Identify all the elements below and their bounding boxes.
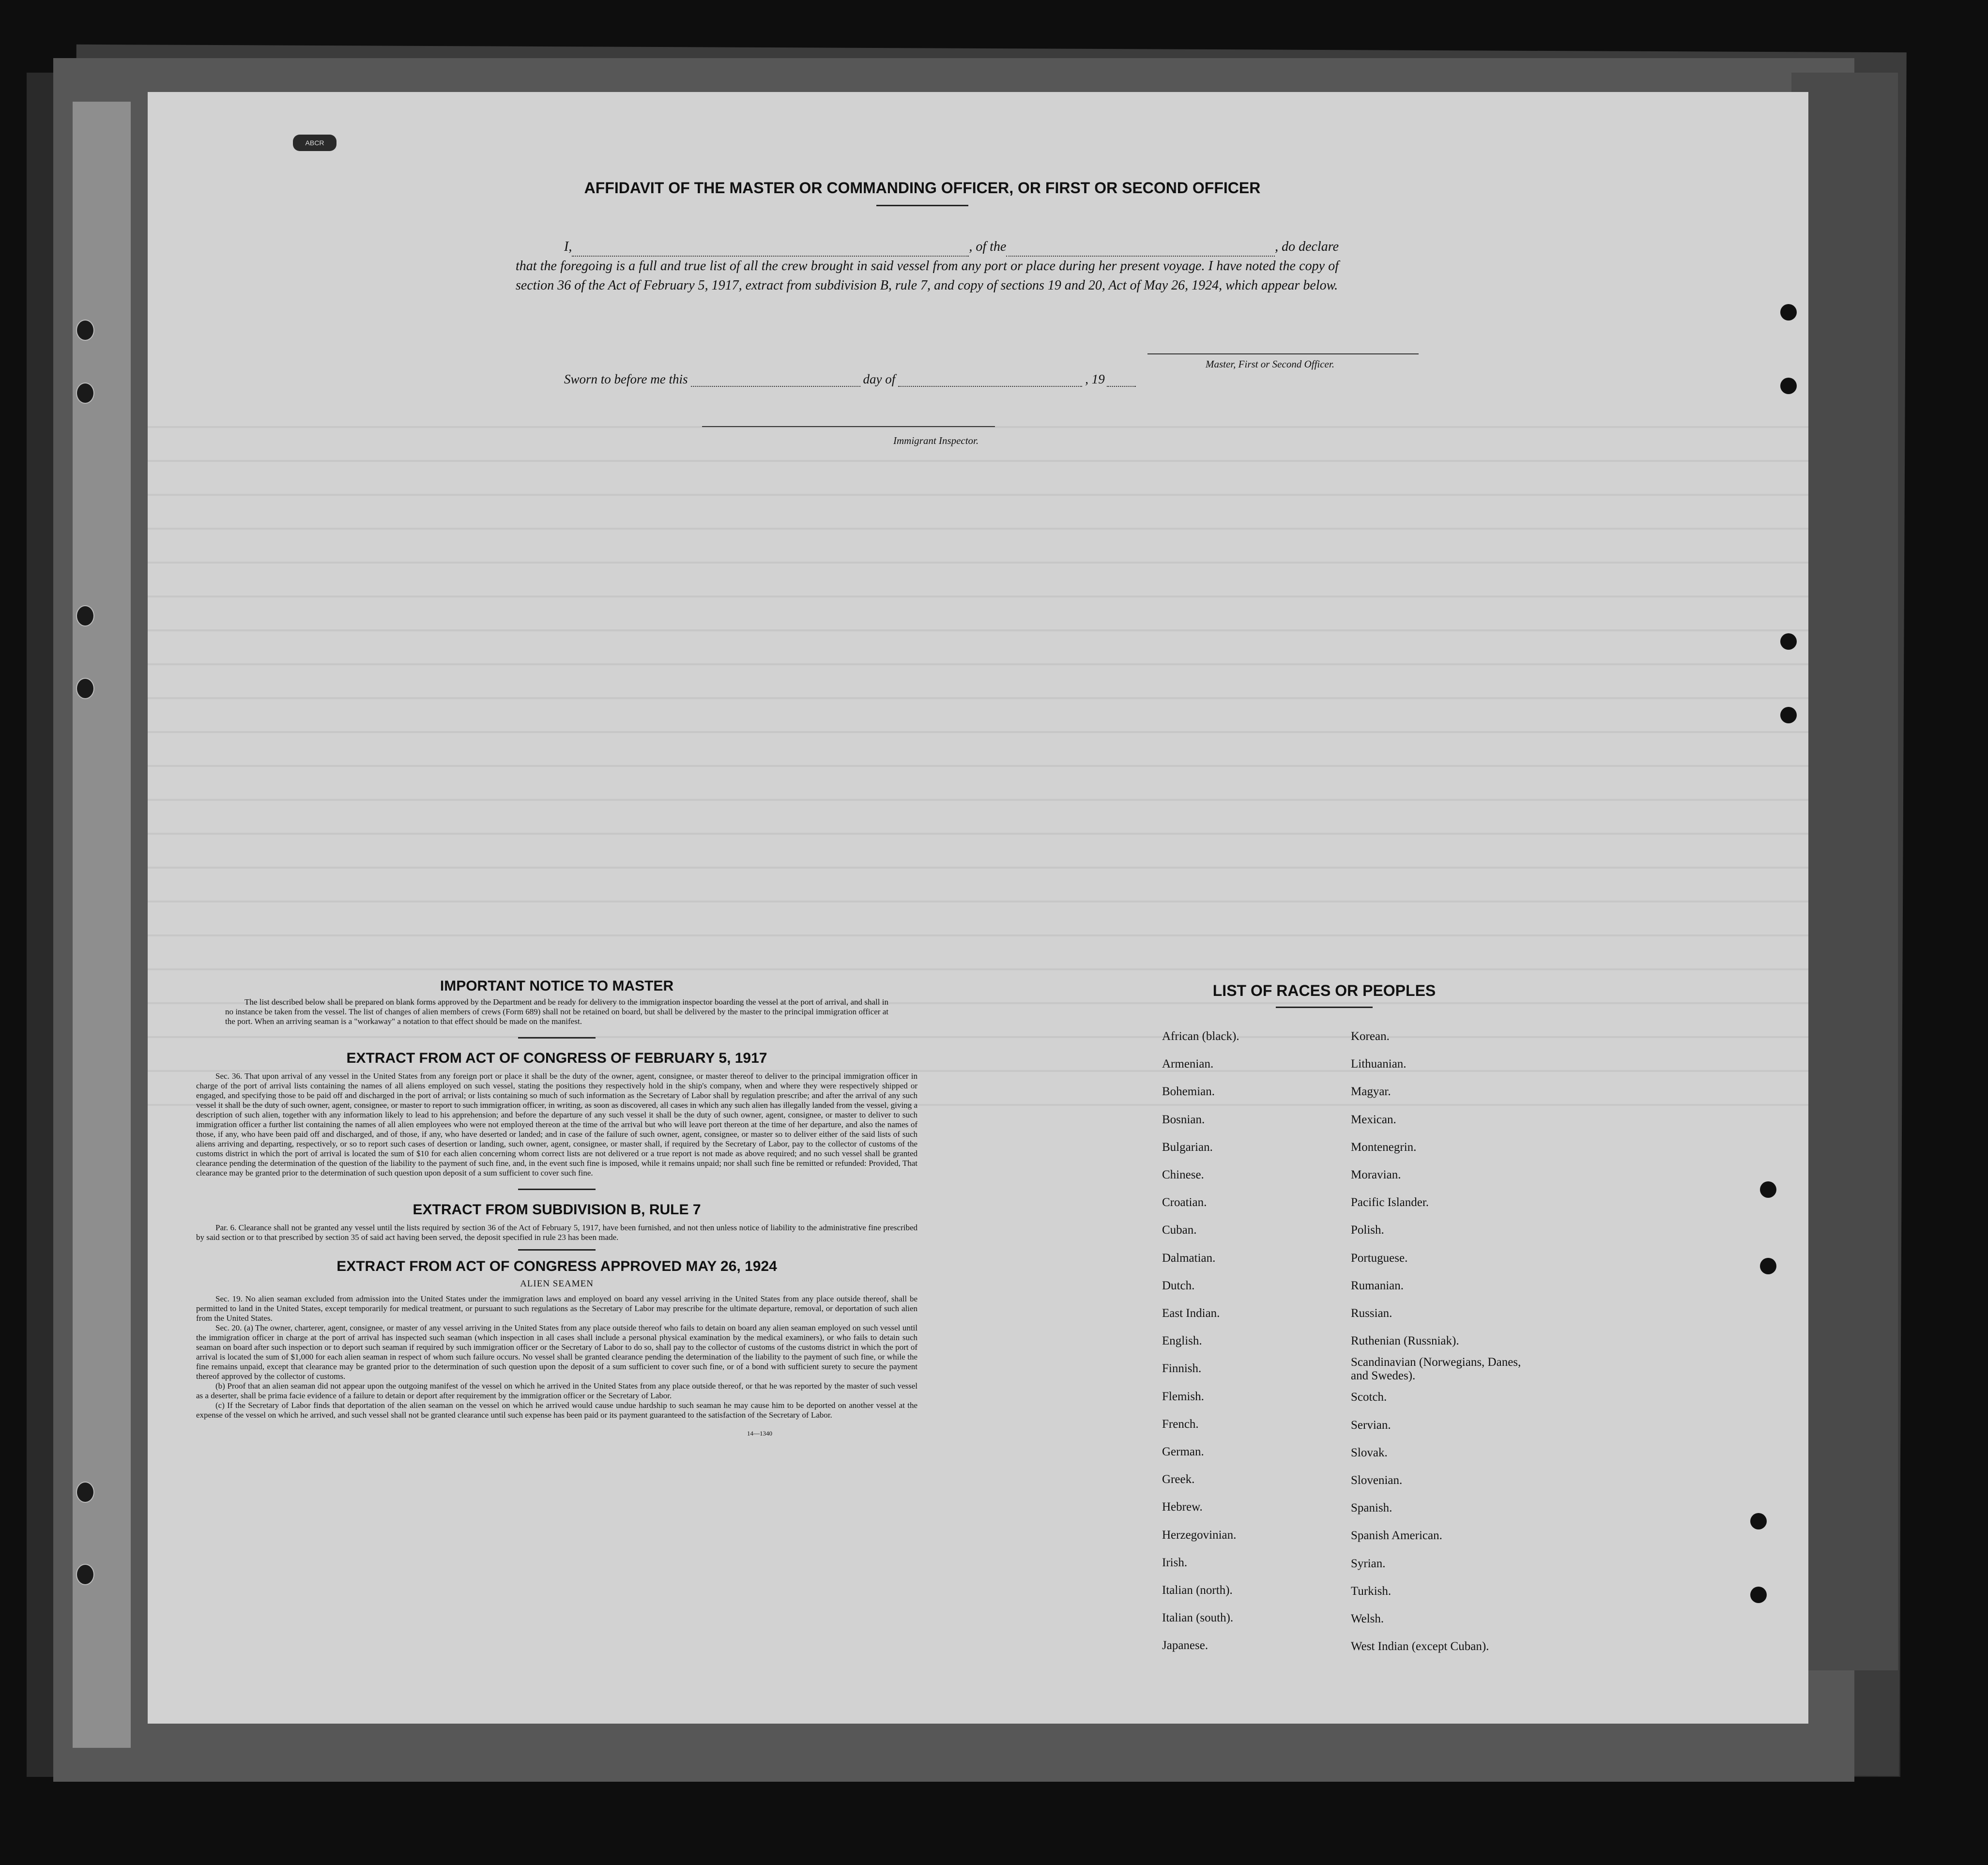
rule7-title: EXTRACT FROM SUBDIVISION B, RULE 7 [413,1202,701,1218]
master-signature-label: Master, First or Second Officer. [1206,358,1334,370]
race-item: Dutch. [1162,1279,1195,1292]
race-item: Flemish. [1162,1390,1204,1403]
race-item: Lithuanian. [1351,1057,1407,1071]
notice-title: IMPORTANT NOTICE TO MASTER [440,978,674,994]
affidavit-text: that the foregoing is a full and true list of all the crew brought in said vessel from any port or place during her present voyage. I have noted the copy of section 36 of the Act of February 5, 1917, extract from subdivision B, rule 7, and copy of sections 19 and 20, Act of May 26, 1924, which appear below. [516,259,1339,293]
divider [518,1249,596,1251]
race-item: French. [1162,1417,1199,1431]
extract-1924-title: EXTRACT FROM ACT OF CONGRESS APPROVED MAY 26, 1924 [336,1258,777,1274]
binding-hole [76,382,94,404]
race-item: Russian. [1351,1307,1392,1320]
extract-1924-subtitle: ALIEN SEAMEN [520,1279,594,1289]
declare-suffix: , do declare [1275,239,1339,254]
extract-1917-title: EXTRACT FROM ACT OF CONGRESS OF FEBRUARY 5, 1917 [346,1050,767,1066]
vessel-prefix: , of the [969,239,1007,254]
race-item: Greek. [1162,1473,1195,1486]
race-item: Moravian. [1351,1168,1401,1182]
sec20a-text: Sec. 20. (a) The owner, charterer, agent, consignee, or master of any vessel arriving in the United States from any place outside thereof who fails to detain on board any alien seaman employed on such vessel until the immigration officer in charge at the port of arrival has inspected such seaman (which inspection in all cases shall include a personal physical examination by the medical examiners), or who fails to detain such seaman on board after such inspection or to deport such seaman if required by such immigration officer or the Secretary of Labor to do so, shall pay to the collector of customs of the customs district in which the port of arrival is located the sum of $1,000 for each alien seaman in respect of whom such failure occurs. No vessel shall be granted clearance pending the determination of the liability to the payment of such fine, or while the fine remains unpaid, except that clearance may be granted prior to the determination of such question upon the deposit of a sum sufficient to cover such fine, or of a bond with sufficient surety to secure the payment thereof approved by the collector of customs. [196,1323,918,1381]
archive-stamp: ABCR [293,135,336,151]
rule7-body: Par. 6. Clearance shall not be granted any vessel until the lists required by section 36 of the Act of February 5, 1917, have been furnished, and not then unless notice of liability to the administrative fine prescribed by said section or to that prescribed by section 35 of said act having been served, the deposit specified in rule 23 has been made. [196,1223,918,1242]
punch-hole [1750,1587,1767,1603]
declarant-prefix: I, [564,239,572,254]
inspector-signature-line[interactable] [702,426,995,427]
race-item: Servian. [1351,1418,1391,1432]
punch-hole [1750,1513,1767,1529]
sworn-year-field[interactable] [1107,375,1136,387]
sworn-year-label: , 19 [1085,372,1105,386]
sworn-month-field[interactable] [898,375,1082,387]
vessel-name-field[interactable] [1006,244,1275,257]
race-item: Armenian. [1162,1057,1214,1071]
punch-hole [1780,304,1797,321]
race-item: Portuguese. [1351,1251,1408,1265]
punch-hole [1780,707,1797,723]
punch-hole [1780,378,1797,394]
race-item: Slovenian. [1351,1474,1403,1487]
binding-hole [76,678,94,699]
divider [1276,1007,1373,1008]
race-item: Scandinavian (Norwegians, Danes, and Swedes). [1351,1356,1521,1383]
race-item: West Indian (except Cuban). [1351,1640,1489,1653]
affidavit-section [511,179,1334,206]
race-item: English. [1162,1334,1202,1348]
race-item: Irish. [1162,1556,1188,1569]
inspector-label: Immigrant Inspector. [893,435,979,446]
sec20c-text: (c) If the Secretary of Labor finds that deportation of the alien seaman on the vessel on which he arrived would cause undue hardship to such seaman he may cause him to be deported on another vessel at the expense of the vessel on which he arrived, and such vessel shall not be granted clearance until such expense has been paid or its payment guaranteed to the satisfaction of the Secretary of Labor. [196,1401,918,1420]
race-item: Slovak. [1351,1446,1388,1459]
race-item: Italian (north). [1162,1584,1233,1597]
race-item: Dalmatian. [1162,1251,1216,1265]
punch-hole [1760,1181,1776,1198]
race-item: Welsh. [1351,1612,1384,1626]
manifest-page [148,92,1808,1724]
sec19-text: Sec. 19. No alien seaman excluded from admission into the United States under the immigration laws and employed on board any vessel arriving in the United States from any place outside thereof, shall be permitted to land in the United States, except temporarily for medical treatment, or pursuant to such regulations as the Secretary of Labor may prescribe for the ultimate departure, removal, or deportation of such alien from the United States. [196,1294,918,1323]
sworn-line [564,372,1136,387]
race-item: Spanish. [1351,1501,1392,1515]
title-rule [876,205,968,206]
race-item: Montenegrin. [1351,1140,1417,1154]
sworn-day-field[interactable] [691,375,860,387]
race-item: Chinese. [1162,1168,1204,1182]
race-item: Turkish. [1351,1584,1392,1598]
declaration-line [516,237,1339,257]
race-item: Pacific Islander. [1351,1196,1429,1209]
race-item: Bohemian. [1162,1085,1215,1099]
binding-hole [76,605,94,627]
extract-1917-body: Sec. 36. That upon arrival of any vessel in the United States from any foreign port or place it shall be the duty of the owner, agent, consignee, or master thereof to deliver to the principal immigration officer in charge of the port of arrival lists containing the names of all aliens employed on such vessel, stating the positions they respectively hold in the ship's company, when and where they were respectively shipped or engaged, and specifying those to be paid off and discharged in the port of arrival; or lists containing so much of such information as the Secretary of Labor shall by regulation prescribe; and after the arrival of any such vessel it shall be the duty of such owner, agent, consignee, or master to report to such immigration officer, in writing, as soon as discovered, all cases in which any such alien has illegally landed from the vessel, giving a description of such alien, together with any information likely to lead to his apprehension; and before the departure of any such vessel it shall be the duty of such owner, agent, consignee, or master to deliver to such immigration officer a further list containing the names of all alien employees who were not employed thereon at the time of the arrival but who will leave port thereon at the time of her departure, and also the names of those, if any, who have been paid off and discharged, and of those, if any, who have deserted or landed; and in case of the failure of such owner, agent, consignee, or master so to deliver either of the said lists of such aliens arriving and departing, respectively, or so to report such cases of desertion or landing, such owner, agent, consignee, or master shall, if required by the Secretary of Labor, pay to the collector of customs of the customs district in which the port of arrival is located the sum of $10 for each alien concerning whom correct lists are not delivered or a true report is not made as above required; and no such vessel shall be granted clearance pending the determination of the question of the liability to the payment of such fine, and, in the event such fine is imposed, while it remains unpaid; nor shall such fine be remitted or refunded: Provided, That clearance may be granted prior to the determination of such question upon deposit of a sum sufficient to cover such fine. [196,1071,918,1177]
race-item: Rumanian. [1351,1279,1404,1292]
affidavit-title: AFFIDAVIT OF THE MASTER OR COMMANDING OFFICER, OR FIRST OR SECOND OFFICER [584,179,1261,197]
race-item: Bulgarian. [1162,1140,1213,1154]
race-item: Bosnian. [1162,1113,1205,1126]
race-item: Polish. [1351,1223,1384,1237]
race-item: Finnish. [1162,1362,1202,1376]
races-list-right [1351,1023,1525,1660]
race-item: East Indian. [1162,1307,1220,1320]
race-item: Croatian. [1162,1196,1207,1209]
race-item: Magyar. [1351,1085,1391,1099]
race-item: Hebrew. [1162,1500,1203,1514]
race-item: Cuban. [1162,1223,1197,1237]
sworn-day-label: day of [863,372,896,386]
legal-column [196,978,918,1437]
race-item: Korean. [1351,1030,1390,1043]
race-item: Japanese. [1162,1639,1208,1652]
form-number: 14—1340 [747,1430,772,1437]
notice-body: The list described below shall be prepared on blank forms approved by the Department and be ready for delivery to the immigration inspector boarding the vessel at the port of arrival, and shall in no instance be taken from the vessel. The list of changes of alien members of crews (Form 689) shall not be retained on board, but shall be delivered by the master to the principal immigration officer at the port. When an arriving seaman is a "workaway" a notation to that effect should be made on the manifest. [225,997,888,1026]
race-item: Italian (south). [1162,1611,1234,1625]
race-item: Scotch. [1351,1391,1387,1404]
divider [518,1189,596,1190]
sworn-prefix: Sworn to before me this [564,372,688,386]
race-item: Spanish American. [1351,1529,1442,1543]
race-item: Mexican. [1351,1113,1396,1126]
divider [518,1037,596,1039]
race-item: Herzegovinian. [1162,1528,1237,1542]
affidavit-body [516,237,1339,295]
races-title: LIST OF RACES OR PEOPLES [1212,982,1436,999]
race-item: Syrian. [1351,1557,1386,1570]
race-item: Ruthenian (Russniak). [1351,1334,1459,1348]
sec20b-text: (b) Proof that an alien seaman did not appear upon the outgoing manifest of the vessel on which he arrived in the United States from any place outside thereof, or that he was reported by the master of such vessel as a deserter, shall be prima facie evidence of a failure to detain or deport after requirement by the immigration officer or the Secretary of Labor. [196,1381,918,1400]
binding-hole [76,320,94,341]
races-header [1155,982,1494,1008]
declarant-name-field[interactable] [572,244,969,257]
races-list-left [1162,1023,1239,1660]
punch-hole [1760,1258,1776,1274]
binding-hole [76,1564,94,1585]
master-signature-line[interactable] [1147,353,1419,354]
punch-hole [1780,633,1797,650]
bleed-through [148,92,1808,1724]
race-item: African (black). [1162,1030,1239,1043]
race-item: German. [1162,1445,1204,1459]
binding-hole [76,1482,94,1503]
